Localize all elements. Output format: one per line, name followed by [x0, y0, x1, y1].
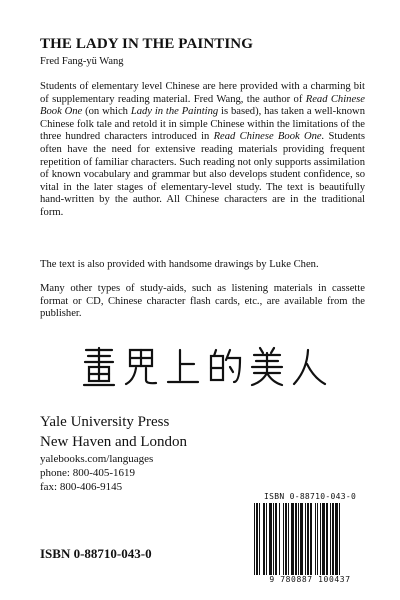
barcode-bars: [252, 503, 368, 575]
isbn-number: ISBN 0-88710-043-0: [40, 546, 152, 561]
barcode-bar: [266, 503, 267, 575]
barcode-bar: [307, 503, 309, 575]
barcode-bar: [259, 503, 260, 575]
barcode-bar: [305, 503, 306, 575]
barcode-isbn-label: ISBN 0-88710-043-0: [264, 492, 357, 501]
barcode-bar: [291, 503, 294, 575]
barcode-bar: [254, 503, 255, 575]
description-paragraph: [40, 81, 365, 220]
barcode-bar: [279, 503, 280, 575]
publisher-city: New Haven and London: [40, 434, 188, 450]
barcode-digits: 9 780887 100437: [269, 575, 351, 584]
barcode-bar: [263, 503, 265, 575]
barcode-bar: [326, 503, 328, 575]
barcode-bar: [288, 503, 289, 575]
barcode-bar: [300, 503, 303, 575]
drawings-paragraph: The text is also provided with handsome drawings by Luke Chen.: [40, 259, 319, 270]
author-name: Fred Fang-yü Wang: [40, 56, 124, 67]
publisher-fax: fax: 800-406-9145: [40, 481, 123, 493]
desc-text-3: is based), has taken a well-known Chinese folk tale and retold it in simple Chinese within the limitations of the three hundred characters introduced in: [40, 106, 365, 143]
barcode-bar: [273, 503, 274, 575]
calligraphy-image: [78, 344, 328, 388]
study-aids-paragraph: Many other types of study-aids, such as listening materials in cassette format or CD, Chinese character flash cards, etc., are available from the publisher.: [40, 283, 365, 320]
barcode-bar: [269, 503, 272, 575]
barcode-bar: [322, 503, 325, 575]
chinese-calligraphy-title: [78, 344, 328, 388]
book-title: THE LADY IN THE PAINTING: [40, 36, 253, 52]
publisher-phone: phone: 800-405-1619: [40, 467, 136, 479]
barcode-bar: [339, 503, 340, 575]
barcode-bar: [332, 503, 334, 575]
book-ref-3: Read Chinese Book One.: [213, 131, 325, 143]
barcode-bar: [275, 503, 277, 575]
desc-text-4: Students often have the need for extensive reading materials providing frequent repetition of familiar characters. Such reading not only supports assimilation of known vocabulary and grammar but also develops student confidence, so vital in the later stages of elementary-level study. The text is beautifully hand-written by the author. All Chinese characters are in the traditional form.: [40, 131, 365, 218]
barcode-bar: [330, 503, 331, 575]
publisher-website: yalebooks.com/languages: [40, 453, 154, 465]
barcode-bar: [315, 503, 316, 575]
book-ref-1: Read Chinese Book One: [40, 93, 365, 118]
barcode-bar: [320, 503, 321, 575]
barcode-bar: [310, 503, 312, 575]
book-ref-2: Lady in the Painting: [130, 106, 219, 118]
barcode-bar: [283, 503, 284, 575]
desc-text-2: (on which: [82, 106, 131, 118]
publisher-name: Yale University Press: [40, 414, 170, 430]
publisher-block: [40, 412, 187, 494]
barcode-bar: [285, 503, 287, 575]
barcode-bar: [295, 503, 297, 575]
barcode-bar: [335, 503, 338, 575]
desc-text-1: Students of elementary level Chinese are here provided with a charming bit of supplementary reading material. Fred Wang, the author of: [40, 81, 365, 105]
barcode-bar: [256, 503, 258, 575]
barcode-bar: [317, 503, 318, 575]
barcode-bar: [298, 503, 299, 575]
